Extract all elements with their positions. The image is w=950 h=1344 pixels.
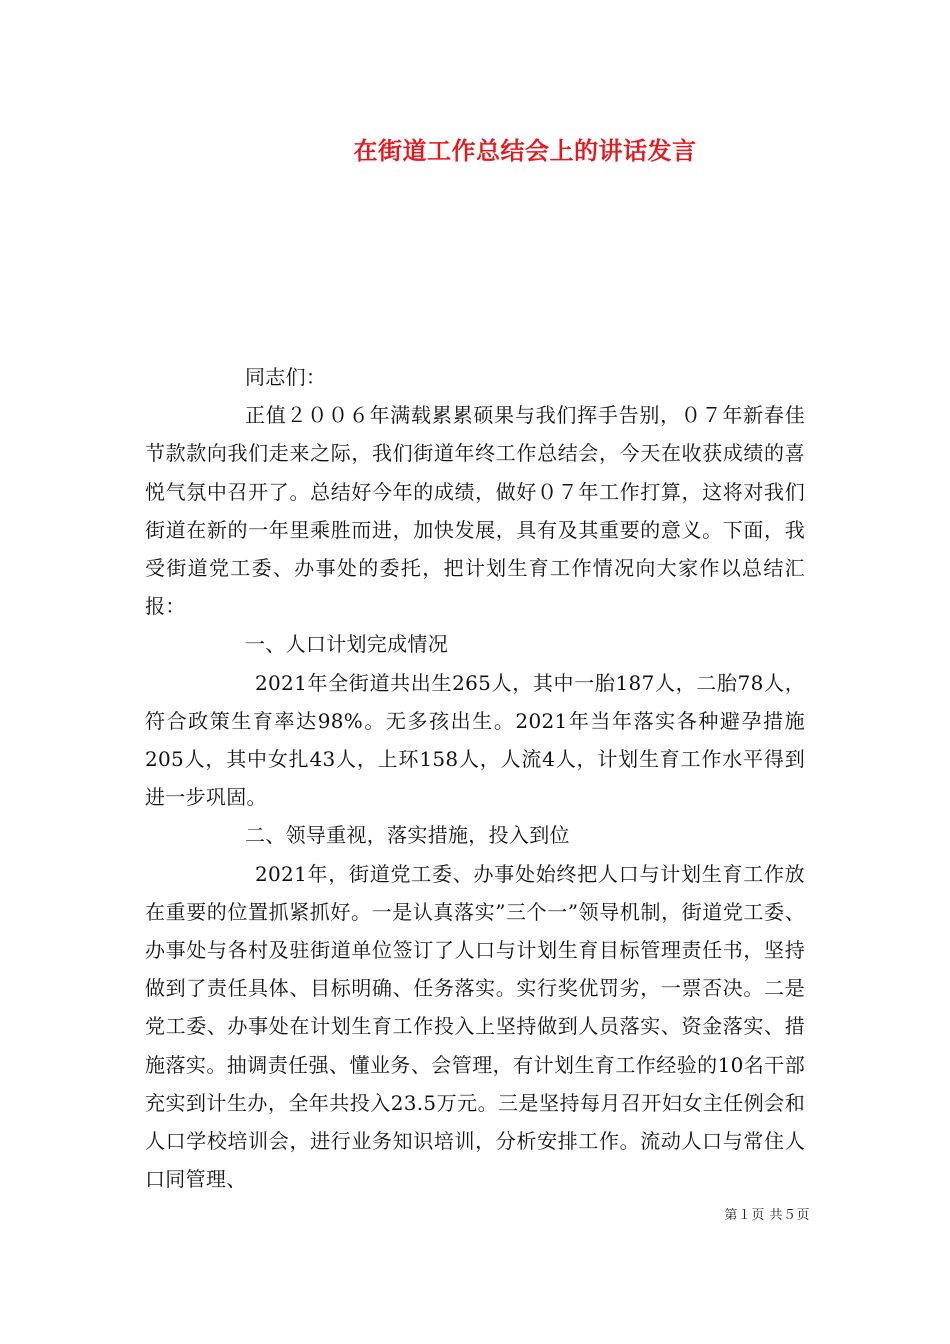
document-body <box>145 358 805 1198</box>
paragraph-intro: 正值２００６年满载累累硕果与我们挥手告别，０７年新春佳节款款向我们走来之际，我们街道年终工作总结会，今天在收获成绩的喜悦气氛中召开了。总结好今年的成绩，做好０７年工作打算，这将对我们街道在新的一年里乘胜而进，加快发展，具有及其重要的意义。下面，我受街道党工委、办事处的委托，把计划生育工作情况向大家作以总结汇报： <box>145 403 805 619</box>
section-heading-2: 二、领导重视，落实措施，投入到位 <box>245 823 570 848</box>
document-title: 在街道工作总结会上的讲话发言 <box>353 136 697 165</box>
section-heading-1: 一、人口计划完成情况 <box>245 632 448 657</box>
paragraph-leadership: 2021年，街道党工委、办事处始终把人口与计划生育工作放在重要的位置抓紧抓好。一是认真落实”三个一”领导机制，街道党工委、办事处与各村及驻街道单位签订了人口与计划生育目标管理责任书，坚持做到了责任具体、目标明确、任务落实。实行奖优罚劣，一票否决。二是党工委、办事处在计划生育工作投入上坚持做到人员落实、资金落实、措施落实。抽调责任强、懂业务、会管理，有计划生育工作经验的10名干部充实到计生办，全年共投入23.5万元。三是坚持每月召开妇女主任例会和人口学校培训会，进行业务知识培训，分析安排工作。流动人口与常住人口同管理、 <box>145 861 805 1192</box>
page-number: 第１页 共５页 <box>724 1208 810 1223</box>
paragraph-population-plan: 2021年全街道共出生265人，其中一胎187人，二胎78人，符合政策生育率达98%。无多孩出生。2021年当年落实各种避孕措施205人，其中女扎43人，上环158人，人流4人，计划生育工作水平得到进一步巩固。 <box>145 670 805 810</box>
salutation: 同志们： <box>245 365 327 389</box>
